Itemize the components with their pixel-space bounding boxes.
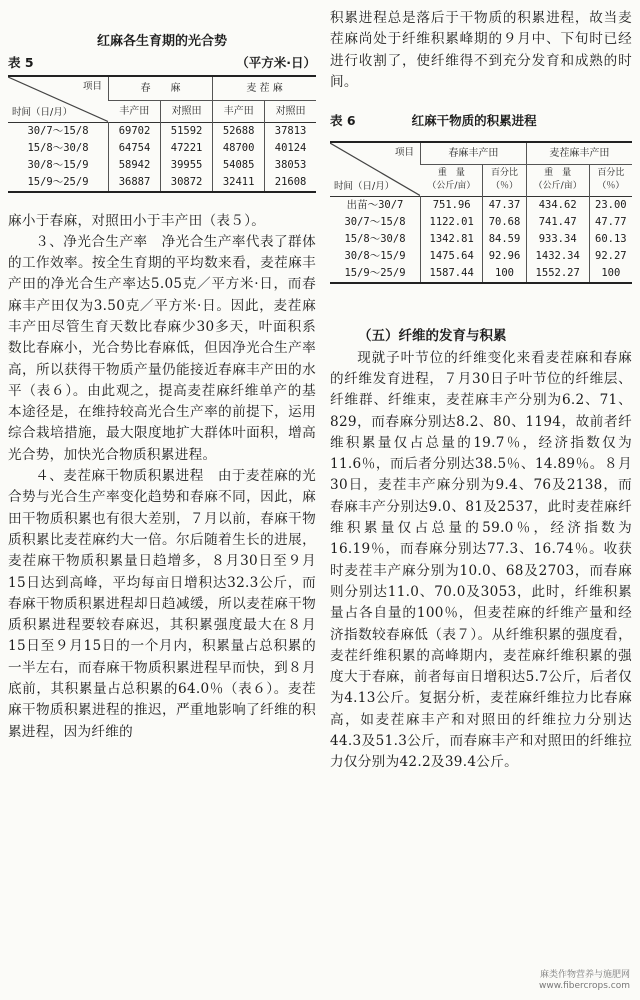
table-cell: 48700 [213,140,265,157]
body-paragraph: 麻小于春麻，对照田小于丰产田（表５）。 [8,212,266,229]
table5-header [8,53,316,71]
table6-subheader: 重 量 （公斤/亩） [427,168,476,192]
table-cell: 100 [483,265,526,283]
table6-subheader: 百分比 （％） [483,164,526,196]
table-cell: 15/8～30/8 [344,232,406,245]
watermark-line: 麻类作物营养与施肥网 [539,970,630,980]
table-cell: 36887 [109,174,161,192]
table-cell: 1552.27 [526,265,589,283]
table6-row [330,231,632,248]
body-paragraph: 积累进程总是落后于干物质的积累进程，故当麦茬麻尚处于纤维积累峰期的９月中、下旬时已经进行收割了，使纤维得不到充分发育和成熟的时间。 [330,10,632,90]
table-cell: 30872 [161,174,213,192]
table-cell: 32411 [213,174,265,192]
table-cell: 38053 [265,157,316,174]
table6-row [330,196,632,214]
watermark [539,970,630,992]
table-cell: 15/9～25/9 [344,266,406,279]
table6-corner-item: 项目 [394,147,414,159]
table-cell: 434.62 [526,196,589,214]
table-cell: 751.96 [421,196,483,214]
table6-group-header: 麦茬麻丰产田 [526,142,632,164]
table-cell: 1432.34 [526,248,589,265]
table6-corner [330,142,421,196]
table-cell: 47.77 [589,214,632,231]
table-cell: 15/9～25/9 [27,175,89,188]
table-cell: 60.13 [589,231,632,248]
table-cell: 70.68 [483,214,526,231]
table-cell: 30/7～15/8 [27,124,89,137]
table6-corner-time: 时间（日/月） [334,180,395,192]
table6 [330,141,632,284]
table-cell: 47221 [161,140,213,157]
table5-corner-time: 时间（日/月） [12,106,73,118]
table5-row [8,174,316,192]
table6-header [330,111,632,129]
table-cell: 1342.81 [421,231,483,248]
table-cell: 30/7～15/8 [344,215,406,228]
table-cell: 1475.64 [421,248,483,265]
table5-row [8,122,316,140]
body-paragraph: ４、麦茬麻干物质积累进程 由于麦茬麻的光合势与光合生产率变化趋势和春麻不同，因此，麻田干物质积累也有很大差别，７月以前，春麻干物质积累比麦茬麻约大一倍。尔后随着生长的进展，麦茬麻干物质积累量日趋增多，８月30日至９月15日达到高峰，平均每亩日增积达32.3公斤，而春麻干物质积累进程却日趋减缓，所以麦茬麻干物质积累进程要较春麻迟，其积累强度最大在８月15日至９月15日的一个月内，积累量占总积累的一半左右，而春麻干物质积累进程早而快，到８月底前，其积累量占总积累的64.0％（表６）。麦茬麻干物质积累进程的推迟，严重地影响了纤维的积累进程，因为纤维的 [8,468,316,740]
table-cell: 39955 [161,157,213,174]
table6-row [330,265,632,283]
table-cell: 23.00 [589,196,632,214]
table6-row [330,248,632,265]
section-heading: （五）纤维的发育与积累 [358,327,507,344]
table-cell: 15/8～30/8 [27,141,89,154]
table5-corner-item: 项目 [82,81,102,92]
table-cell: 64754 [109,140,161,157]
table6-title: 红麻干物质的积累进程 [411,113,537,129]
table5-group-header: 麦 茬 麻 [213,76,316,100]
table-cell: 933.34 [526,231,589,248]
table-cell: 21608 [265,174,316,192]
table5-unit: （平方米·日） [236,55,316,70]
table-cell: 51592 [161,122,213,140]
right-column [330,0,632,774]
left-column [8,0,316,743]
table5-label: 表 5 [8,55,34,70]
table-cell: 741.47 [526,214,589,231]
table-cell: 58942 [109,157,161,174]
table-cell: 100 [589,265,632,283]
table-cell: 52688 [213,122,265,140]
table5-subheader: 对照田 [161,100,213,122]
table-cell: 1587.44 [421,265,483,283]
table5-title: 红麻各生育期的光合势 [96,34,227,49]
table6-group-header: 春麻丰产田 [421,142,527,164]
table-cell: 出苗～30/7 [346,198,404,211]
table-cell: 47.37 [483,196,526,214]
table-cell: 1122.01 [421,214,483,231]
table5-subheader: 对照田 [265,100,316,122]
table-cell: 54085 [213,157,265,174]
table5-row [8,140,316,157]
table5-subheader: 丰产田 [213,100,265,122]
table-cell: 92.27 [589,248,632,265]
table-cell: 84.59 [483,231,526,248]
table-cell: 30/8～15/9 [344,249,406,262]
table6-label: 表 6 [330,113,356,129]
table5-subheader: 丰产田 [119,105,150,117]
table-cell: 40124 [265,140,316,157]
body-paragraph: ３、净光合生产率 净光合生产率代表了群体的工作效率。按全生育期的平均数来看，麦茬麻丰产田的净光合生产率达5.05克／平方米·日，而春麻丰产田仅为3.50克／平方米·日。因此，麦茬麻丰产田尽管生育天数比春麻少30多天，叶面积系数比春麻小，光合势比春麻低，但因净光合生产率高，所以获得干物质产量仍能接近春麻丰产田的水平（表６）。由此观之，提高麦茬麻纤维单产的基本途径是，在维持较高光合生产率的前提下，运用综合栽培措施，最大限度地扩大群体叶面积，增高光合势，加快光合物质积累进程。 [8,233,316,463]
table6-subheader: 百分比 （％） [589,164,632,196]
table5 [8,75,316,193]
table5-corner [8,76,109,122]
table5-group-header: 春 麻 [109,76,213,100]
table-cell: 69702 [109,122,161,140]
table-cell: 37813 [265,122,316,140]
watermark-line: www.fibercrops.com [539,981,630,991]
table-cell: 30/8～15/9 [27,158,89,171]
body-paragraph: 现就子叶节位的纤维变化来看麦茬麻和春麻的纤维发育进程，７月30日子叶节位的纤维层、纤维群、纤维束，麦茬麻丰产分别为6.2、71、829，而春麻分别达8.2、80、1194，故前者纤维积累量仅占总量的19.7％，经济指数仅为11.6％，而后者分别达38.5％、14.89％。８月30日，麦茬丰产麻分别为9.4、76及2138，而春麻丰产分别达9.0、81及2537，此时麦茬麻纤维积累量仅占总量的59.0％，经济指数为16.19％，而春麻分别达77.3、16.74％。收获时麦茬丰产麻分别为10.0、68及2703，而春麻则分别达11.0、70.0及3053，此时，纤维积累量占各自量的100％，但麦茬麻的纤维产量和经济指数较春麻低（表７）。从纤维积累的强度看，麦茬纤维积累的高峰期内，麦茬麻纤维积累的强度大于春麻，前者每亩日增积达5.7公斤，后者仅为4.13公斤。复据分析，麦茬麻纤维拉力比春麻高，如麦茬麻丰产和对照田的纤维拉力分别达44.3及51.3公斤，而春麻丰产和对照田的纤维拉力仅分别为42.2及39.4公斤。 [330,349,632,771]
table5-row [8,157,316,174]
table-cell: 92.96 [483,248,526,265]
table6-subheader: 重 量 （公斤/亩） [526,164,589,196]
table6-row [330,214,632,231]
